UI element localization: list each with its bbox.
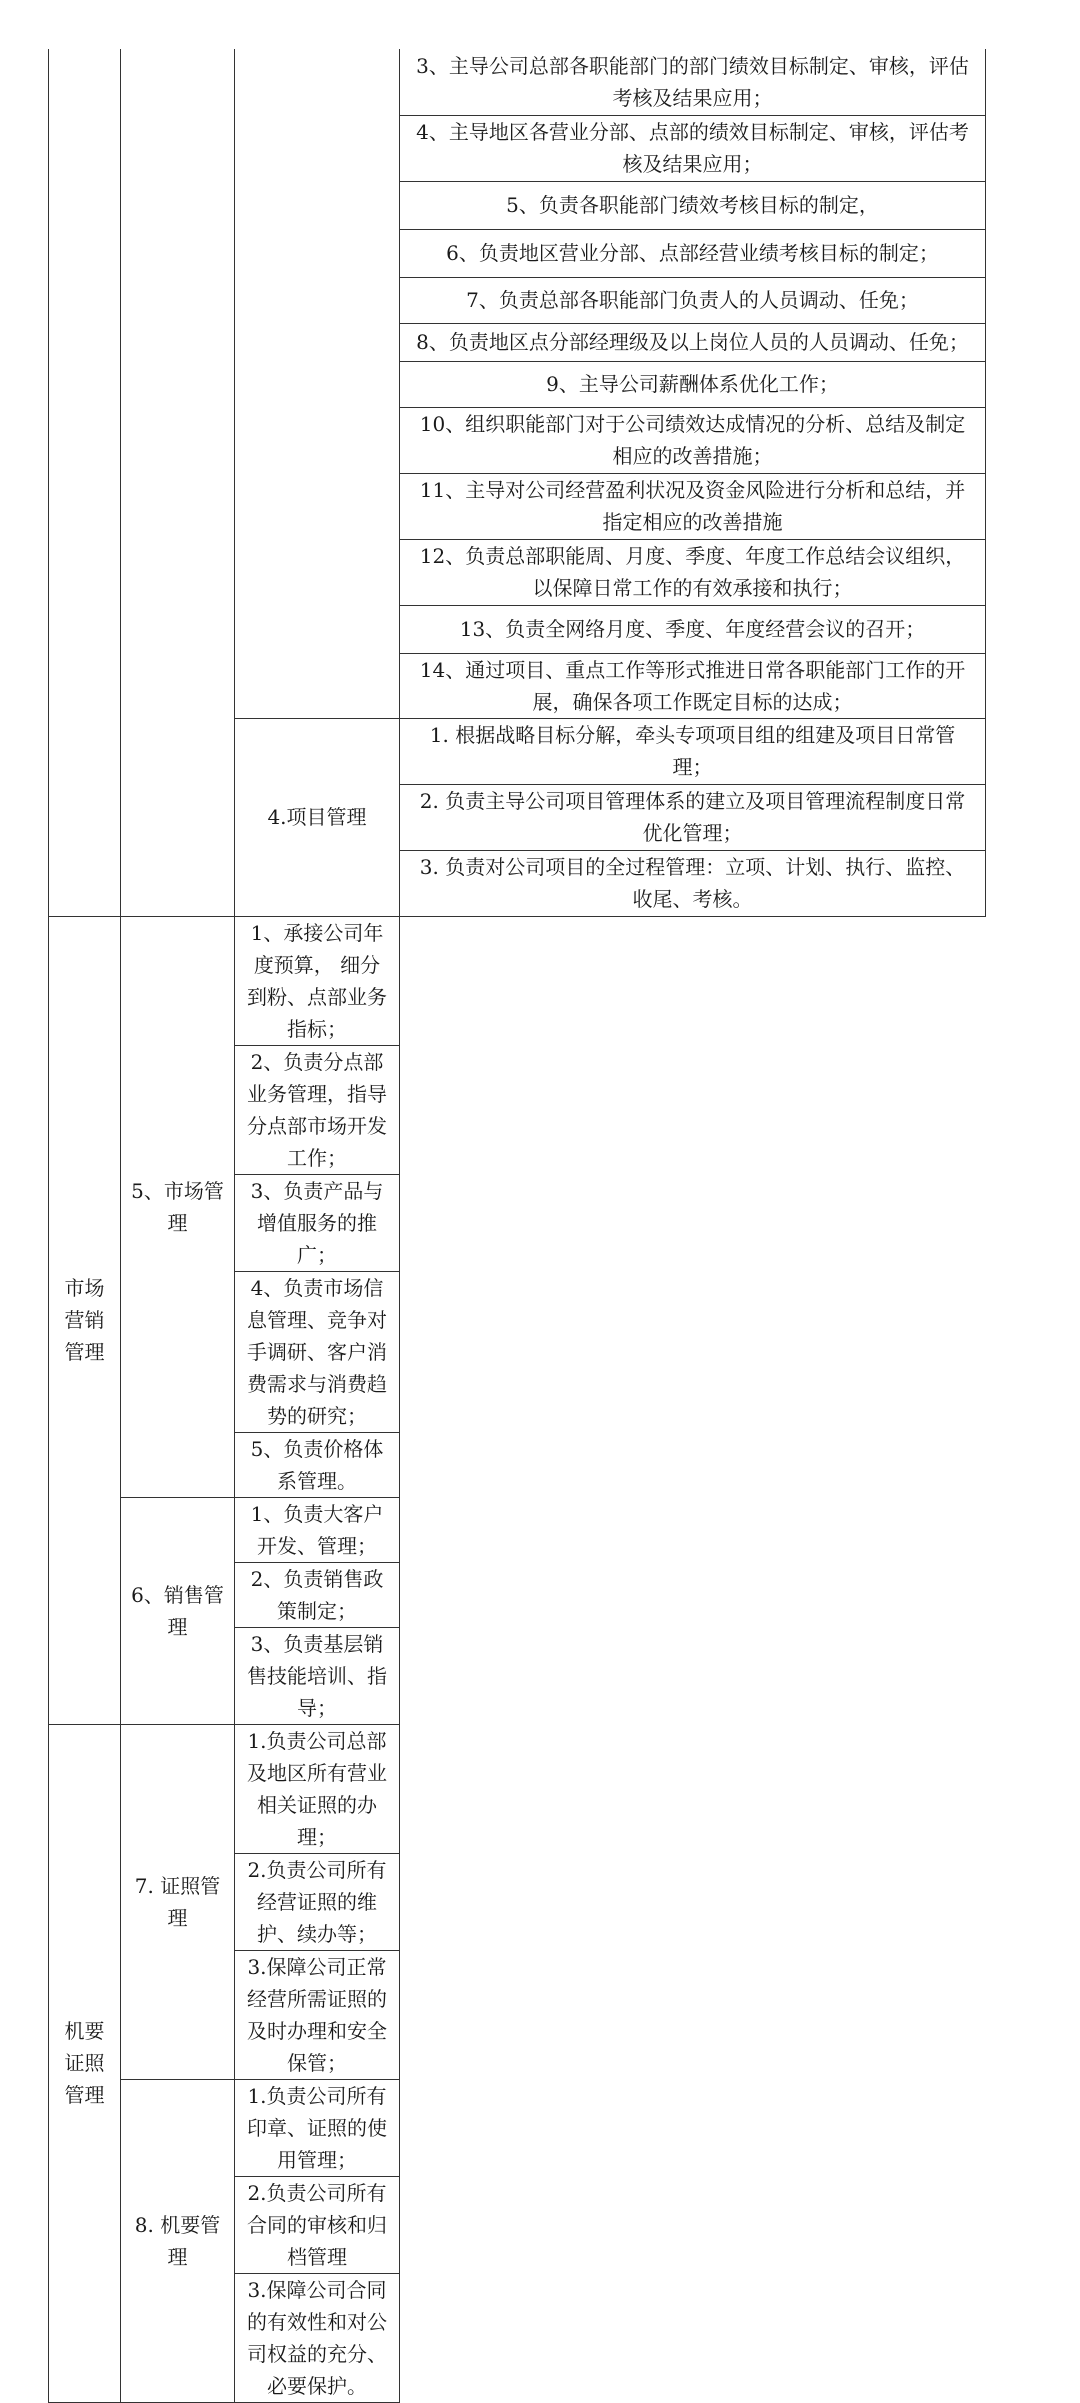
table-row	[49, 2079, 986, 2176]
level1-cell	[49, 49, 121, 916]
duty-item: 2.负责公司所有合同的审核和归档管理	[235, 2176, 400, 2273]
category-cell: 机要证照管理	[49, 1724, 121, 2402]
category-cell	[121, 49, 235, 916]
duty-item: 1. 根据战略目标分解，牵头专项项目组的组建及项目日常管理；	[400, 718, 986, 784]
duty-item: 3. 负责对公司项目的全过程管理：立项、计划、执行、监控、收尾、考核。	[400, 850, 986, 916]
category-cell: 市场营销管理	[49, 916, 121, 1724]
duty-item: 2.负责公司所有经营证照的维护、续办等；	[235, 1853, 400, 1950]
subgroup-cell	[235, 49, 400, 718]
duty-item: 4、负责市场信息管理、竞争对手调研、客户消费需求与消费趋势的研究；	[235, 1271, 400, 1432]
duty-table-body	[49, 49, 986, 2402]
duty-item: 2. 负责主导公司项目管理体系的建立及项目管理流程制度日常优化管理；	[400, 784, 986, 850]
duty-item: 2、负责销售政策制定；	[235, 1562, 400, 1627]
duty-item: 3、负责产品与增值服务的推广；	[235, 1174, 400, 1271]
table-row	[49, 1724, 986, 1853]
duty-item: 1.负责公司总部及地区所有营业相关证照的办理；	[235, 1724, 400, 1853]
duty-item: 11、主导对公司经营盈利状况及资金风险进行分析和总结，并指定相应的改善措施	[400, 473, 986, 539]
duty-item: 12、负责总部职能周、月度、季度、年度工作总结会议组织，以保障日常工作的有效承接和执行；	[400, 539, 986, 605]
duty-item: 4、主导地区各营业分部、点部的绩效目标制定、审核，评估考核及结果应用；	[400, 115, 986, 181]
duty-item: 5、负责各职能部门绩效考核目标的制定，	[400, 181, 986, 229]
duty-item: 6、负责地区营业分部、点部经营业绩考核目标的制定；	[400, 229, 986, 277]
duty-item: 1、负责大客户开发、管理；	[235, 1497, 400, 1562]
subgroup-cell: 6、销售管理	[121, 1497, 235, 1724]
duty-table	[48, 49, 986, 2403]
duty-item: 14、通过项目、重点工作等形式推进日常各职能部门工作的开展，确保各项工作既定目标的达成；	[400, 653, 986, 718]
duty-item: 3、负责基层销售技能培训、指导；	[235, 1627, 400, 1724]
duty-item: 7、负责总部各职能部门负责人的人员调动、任免；	[400, 277, 986, 323]
duty-item: 2、负责分点部业务管理，指导分点部市场开发工作；	[235, 1045, 400, 1174]
subgroup-cell: 8. 机要管理	[121, 2079, 235, 2402]
duty-item: 3.保障公司合同的有效性和对公司权益的充分、必要保护。	[235, 2273, 400, 2402]
table-row	[49, 916, 986, 1045]
subgroup-cell: 7. 证照管理	[121, 1724, 235, 2079]
duty-item: 9、主导公司薪酬体系优化工作；	[400, 361, 986, 407]
duty-item: 5、负责价格体系管理。	[235, 1432, 400, 1497]
duty-item: 13、负责全网络月度、季度、年度经营会议的召开；	[400, 605, 986, 653]
duty-item: 10、组织职能部门对于公司绩效达成情况的分析、总结及制定相应的改善措施；	[400, 407, 986, 473]
duty-item: 3、主导公司总部各职能部门的部门绩效目标制定、审核，评估考核及结果应用；	[400, 49, 986, 115]
duty-item: 8、负责地区点分部经理级及以上岗位人员的人员调动、任免；	[400, 323, 986, 361]
table-row	[49, 49, 986, 115]
table-row	[49, 1497, 986, 1562]
duty-item: 1、承接公司年度预算， 细分到粉、点部业务指标；	[235, 916, 400, 1045]
subgroup-cell: 4.项目管理	[235, 718, 400, 916]
duty-item: 1.负责公司所有印章、证照的使用管理；	[235, 2079, 400, 2176]
subgroup-cell: 5、市场管理	[121, 916, 235, 1497]
duty-item: 3.保障公司正常经营所需证照的及时办理和安全保管；	[235, 1950, 400, 2079]
